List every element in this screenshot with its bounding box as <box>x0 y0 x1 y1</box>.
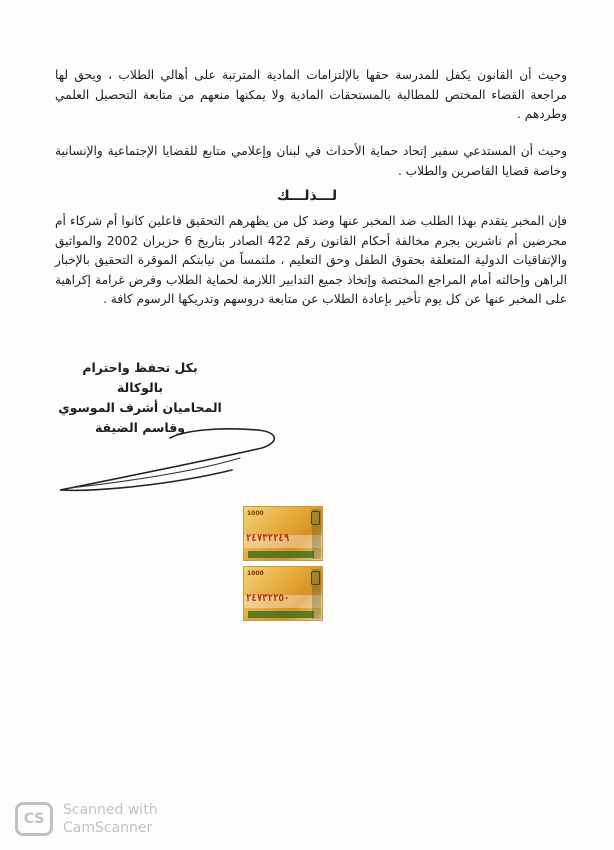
stamp-number: ٢٤٧٣٢٢٤٩ <box>246 533 290 544</box>
emblem-icon <box>311 511 320 525</box>
fiscal-stamp <box>243 566 323 621</box>
signature-block <box>40 358 240 438</box>
paragraph-petitioner: وحيث أن المستدعي سفير إتحاد حماية الأحداث في لبنان وإعلامي متابع للقضايا الإجتماعية والإنسانية وخاصة قضايا القاصرين والطلاب . <box>55 144 567 178</box>
fiscal-stamp <box>243 506 323 561</box>
paragraph-request: فإن المخبر يتقدم بهذا الطلب ضد المخبر عنها وضد كل من يظهرهم التحقيق فاعلين كانوا أم شركاء أم محرضين أم ناشرين بجرم مخالفة أحكام القانون رقم 422 الصادر بتاريخ 6 حزيران 2002 والمواثيق والإتفاقيات الدولية المتعلقة بحقوق الطفل وحق التعليم ، ملتمساً من نيابتكم الموقرة التحقيق بالإخبار الراهن وإحالته أمام المراجع المختصة وإتخاذ جميع التدابير اللازمة لحماية الطلاب وفرض غرامة إكراهية على المخبر عنها عن كل يوم تأخير بإعادة الطلاب عن متابعة دروسهم وتدريكها الرسوم كافة . <box>55 214 567 306</box>
camscanner-watermark <box>7 796 227 844</box>
emblem-icon <box>311 571 320 585</box>
section-heading: لـــذلـــك <box>276 188 338 204</box>
signature-closing: بكل تحفظ واحترام <box>82 360 198 375</box>
stamp-caption-strip <box>248 611 314 618</box>
watermark-line-2: CamScanner <box>63 820 153 836</box>
stamp-number: ٢٤٧٣٢٢٥٠ <box>246 593 290 604</box>
watermark-line-1: Scanned with <box>63 802 158 818</box>
stamp-value: 1000 <box>247 570 264 577</box>
signature-lawyer-2: وقاسم الضيقة <box>94 420 186 435</box>
stamp-value: 1000 <box>247 510 264 517</box>
signature-lawyer-1: المحاميان أشرف الموسوي <box>58 400 222 415</box>
camscanner-logo-icon: CS <box>15 802 53 836</box>
paragraph-school-obligations: وحيث أن القانون يكفل للمدرسة حقها بالإلتزامات المادية المترتبة على أهالي الطلاب ، ويحق لها مراجعة القضاء المختص للمطالبة بالمستحقات المادية ولا يمكنها منعهم من متابعة التحصيل العلمي وطردهم . <box>55 68 567 121</box>
stamp-caption-strip <box>248 551 314 558</box>
signature-proxy: بالوكالة <box>116 380 164 395</box>
